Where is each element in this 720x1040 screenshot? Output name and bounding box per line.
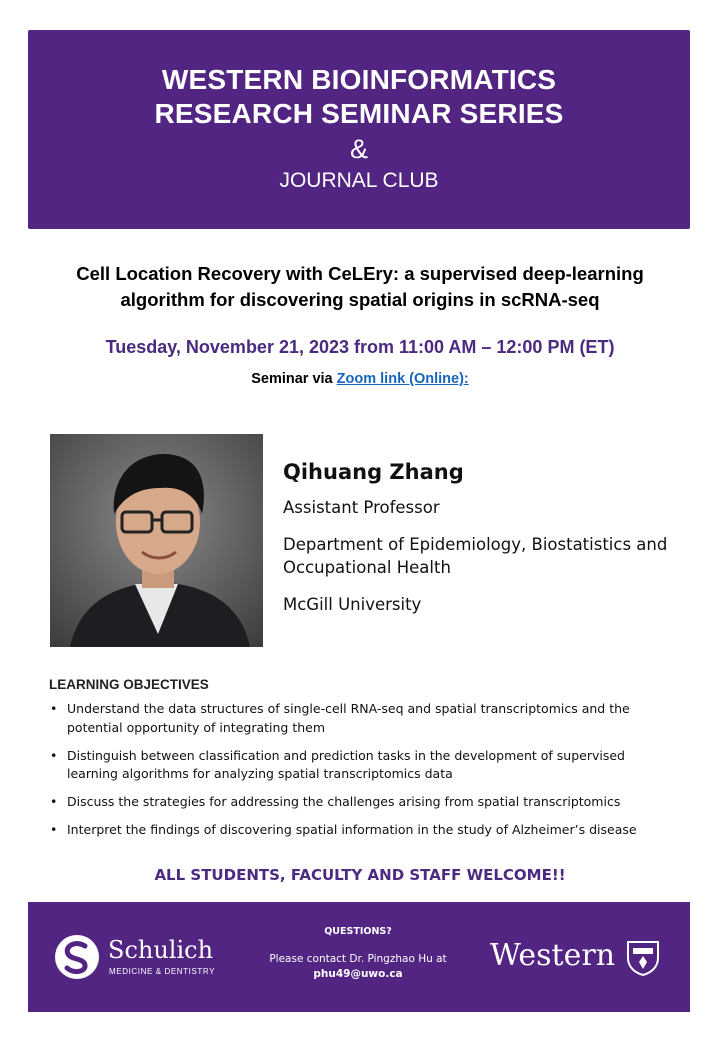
objective-item: • Distinguish between classification and prediction tasks in the development of supervised learning algorithms for analyzing spatial transcriptomics data xyxy=(49,747,679,784)
banner-line-2: RESEARCH SEMINAR SERIES xyxy=(154,98,564,129)
seminar-location xyxy=(0,371,720,387)
banner-ampersand: & xyxy=(349,134,368,164)
header-banner xyxy=(28,30,690,229)
contact-email[interactable]: phu49@uwo.ca xyxy=(313,968,403,980)
schulich-subtitle: MEDICINE & DENTISTRY xyxy=(109,967,216,976)
speaker-department: Department of Epidemiology, Biostatistics and Occupational Health xyxy=(283,535,668,577)
talk-title xyxy=(20,261,700,313)
seminar-prefix: Seminar via xyxy=(251,371,337,387)
questions-heading: QUESTIONS? xyxy=(324,926,392,937)
speaker-position: Assistant Professor xyxy=(283,498,440,517)
talk-title-line-2: algorithm for discovering spatial origins in scRNA-seq xyxy=(120,289,600,310)
western-wordmark: Western xyxy=(490,938,616,973)
schulich-emblem-icon xyxy=(54,934,100,980)
speaker-photo xyxy=(50,434,263,647)
objective-item: • Discuss the strategies for addressing the challenges arising from spatial transcriptomics xyxy=(49,793,679,812)
event-datetime: Tuesday, November 21, 2023 from 11:00 AM – 12:00 PM (ET) xyxy=(105,337,615,357)
objective-item: • Understand the data structures of single-cell RNA-seq and spatial transcriptomics and the potential opportunity of integrating them xyxy=(49,700,679,737)
questions-block xyxy=(258,926,458,980)
talk-title-line-1: Cell Location Recovery with CeLEry: a supervised deep-learning xyxy=(76,263,644,284)
speaker-info xyxy=(283,460,683,630)
schulich-logo xyxy=(54,932,234,982)
objectives-list xyxy=(49,700,679,849)
western-crest-icon xyxy=(626,940,660,976)
footer-banner xyxy=(28,902,690,1012)
speaker-name: Qihuang Zhang xyxy=(283,460,464,484)
schulich-wordmark: Schulich xyxy=(108,936,214,964)
speaker-institution: McGill University xyxy=(283,595,422,614)
zoom-link[interactable]: Zoom link (Online): xyxy=(336,371,469,387)
welcome-message: ALL STUDENTS, FACULTY AND STAFF WELCOME!! xyxy=(154,866,566,884)
banner-line-journal-club: JOURNAL CLUB xyxy=(279,169,439,192)
contact-text: Please contact Dr. Pingzhao Hu at xyxy=(269,953,447,965)
objectives-heading: LEARNING OBJECTIVES xyxy=(49,677,209,692)
objective-item: • Interpret the findings of discovering spatial information in the study of Alzheimer’s disease xyxy=(49,821,679,840)
banner-line-1: WESTERN BIOINFORMATICS xyxy=(161,64,557,95)
